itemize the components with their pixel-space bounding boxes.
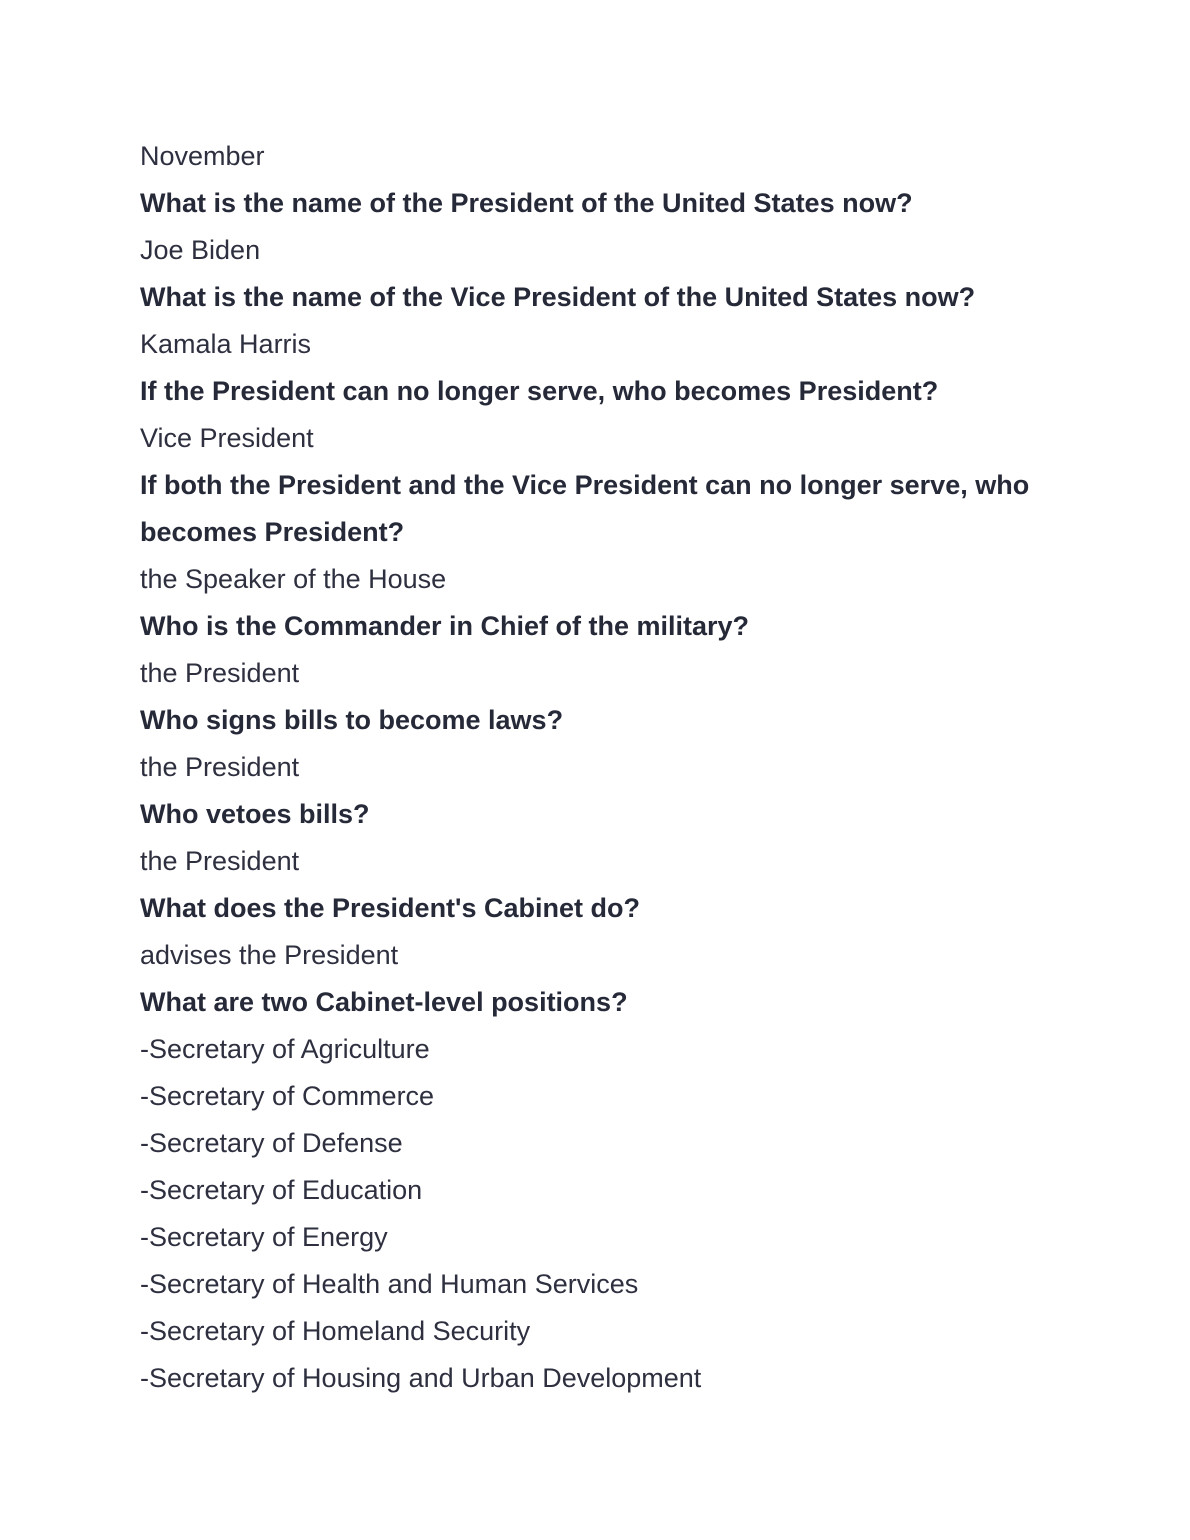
list-item: -Secretary of Health and Human Services <box>140 1269 639 1299</box>
answer-vice-president-name: Kamala Harris <box>140 329 312 359</box>
document-page <box>140 133 1050 1402</box>
list-item: -Secretary of Homeland Security <box>140 1316 531 1346</box>
answer-cabinet-role: advises the President <box>140 940 399 970</box>
answer-president-succession: Vice President <box>140 423 314 453</box>
question-vice-president-name: What is the name of the Vice President of the United States now? <box>140 282 976 312</box>
question-vetoes-bills: Who vetoes bills? <box>140 799 370 829</box>
answer-vetoes-bills: the President <box>140 846 300 876</box>
answer-november: November <box>140 141 265 171</box>
answer-commander-in-chief: the President <box>140 658 300 688</box>
question-commander-in-chief: Who is the Commander in Chief of the military? <box>140 611 750 641</box>
question-both-succession: If both the President and the Vice President can no longer serve, who becomes President? <box>140 470 1030 547</box>
question-signs-bills: Who signs bills to become laws? <box>140 705 564 735</box>
list-item: -Secretary of Housing and Urban Development <box>140 1363 702 1393</box>
question-president-succession: If the President can no longer serve, who becomes President? <box>140 376 939 406</box>
question-cabinet-role: What does the President's Cabinet do? <box>140 893 640 923</box>
list-item: -Secretary of Defense <box>140 1128 403 1158</box>
question-cabinet-positions: What are two Cabinet-level positions? <box>140 987 628 1017</box>
answer-both-succession: the Speaker of the House <box>140 564 447 594</box>
question-president-name: What is the name of the President of the United States now? <box>140 188 913 218</box>
answer-signs-bills: the President <box>140 752 300 782</box>
list-item: -Secretary of Agriculture <box>140 1034 430 1064</box>
list-item: -Secretary of Education <box>140 1175 423 1205</box>
list-item: -Secretary of Energy <box>140 1222 388 1252</box>
answer-president-name: Joe Biden <box>140 235 261 265</box>
list-item: -Secretary of Commerce <box>140 1081 435 1111</box>
